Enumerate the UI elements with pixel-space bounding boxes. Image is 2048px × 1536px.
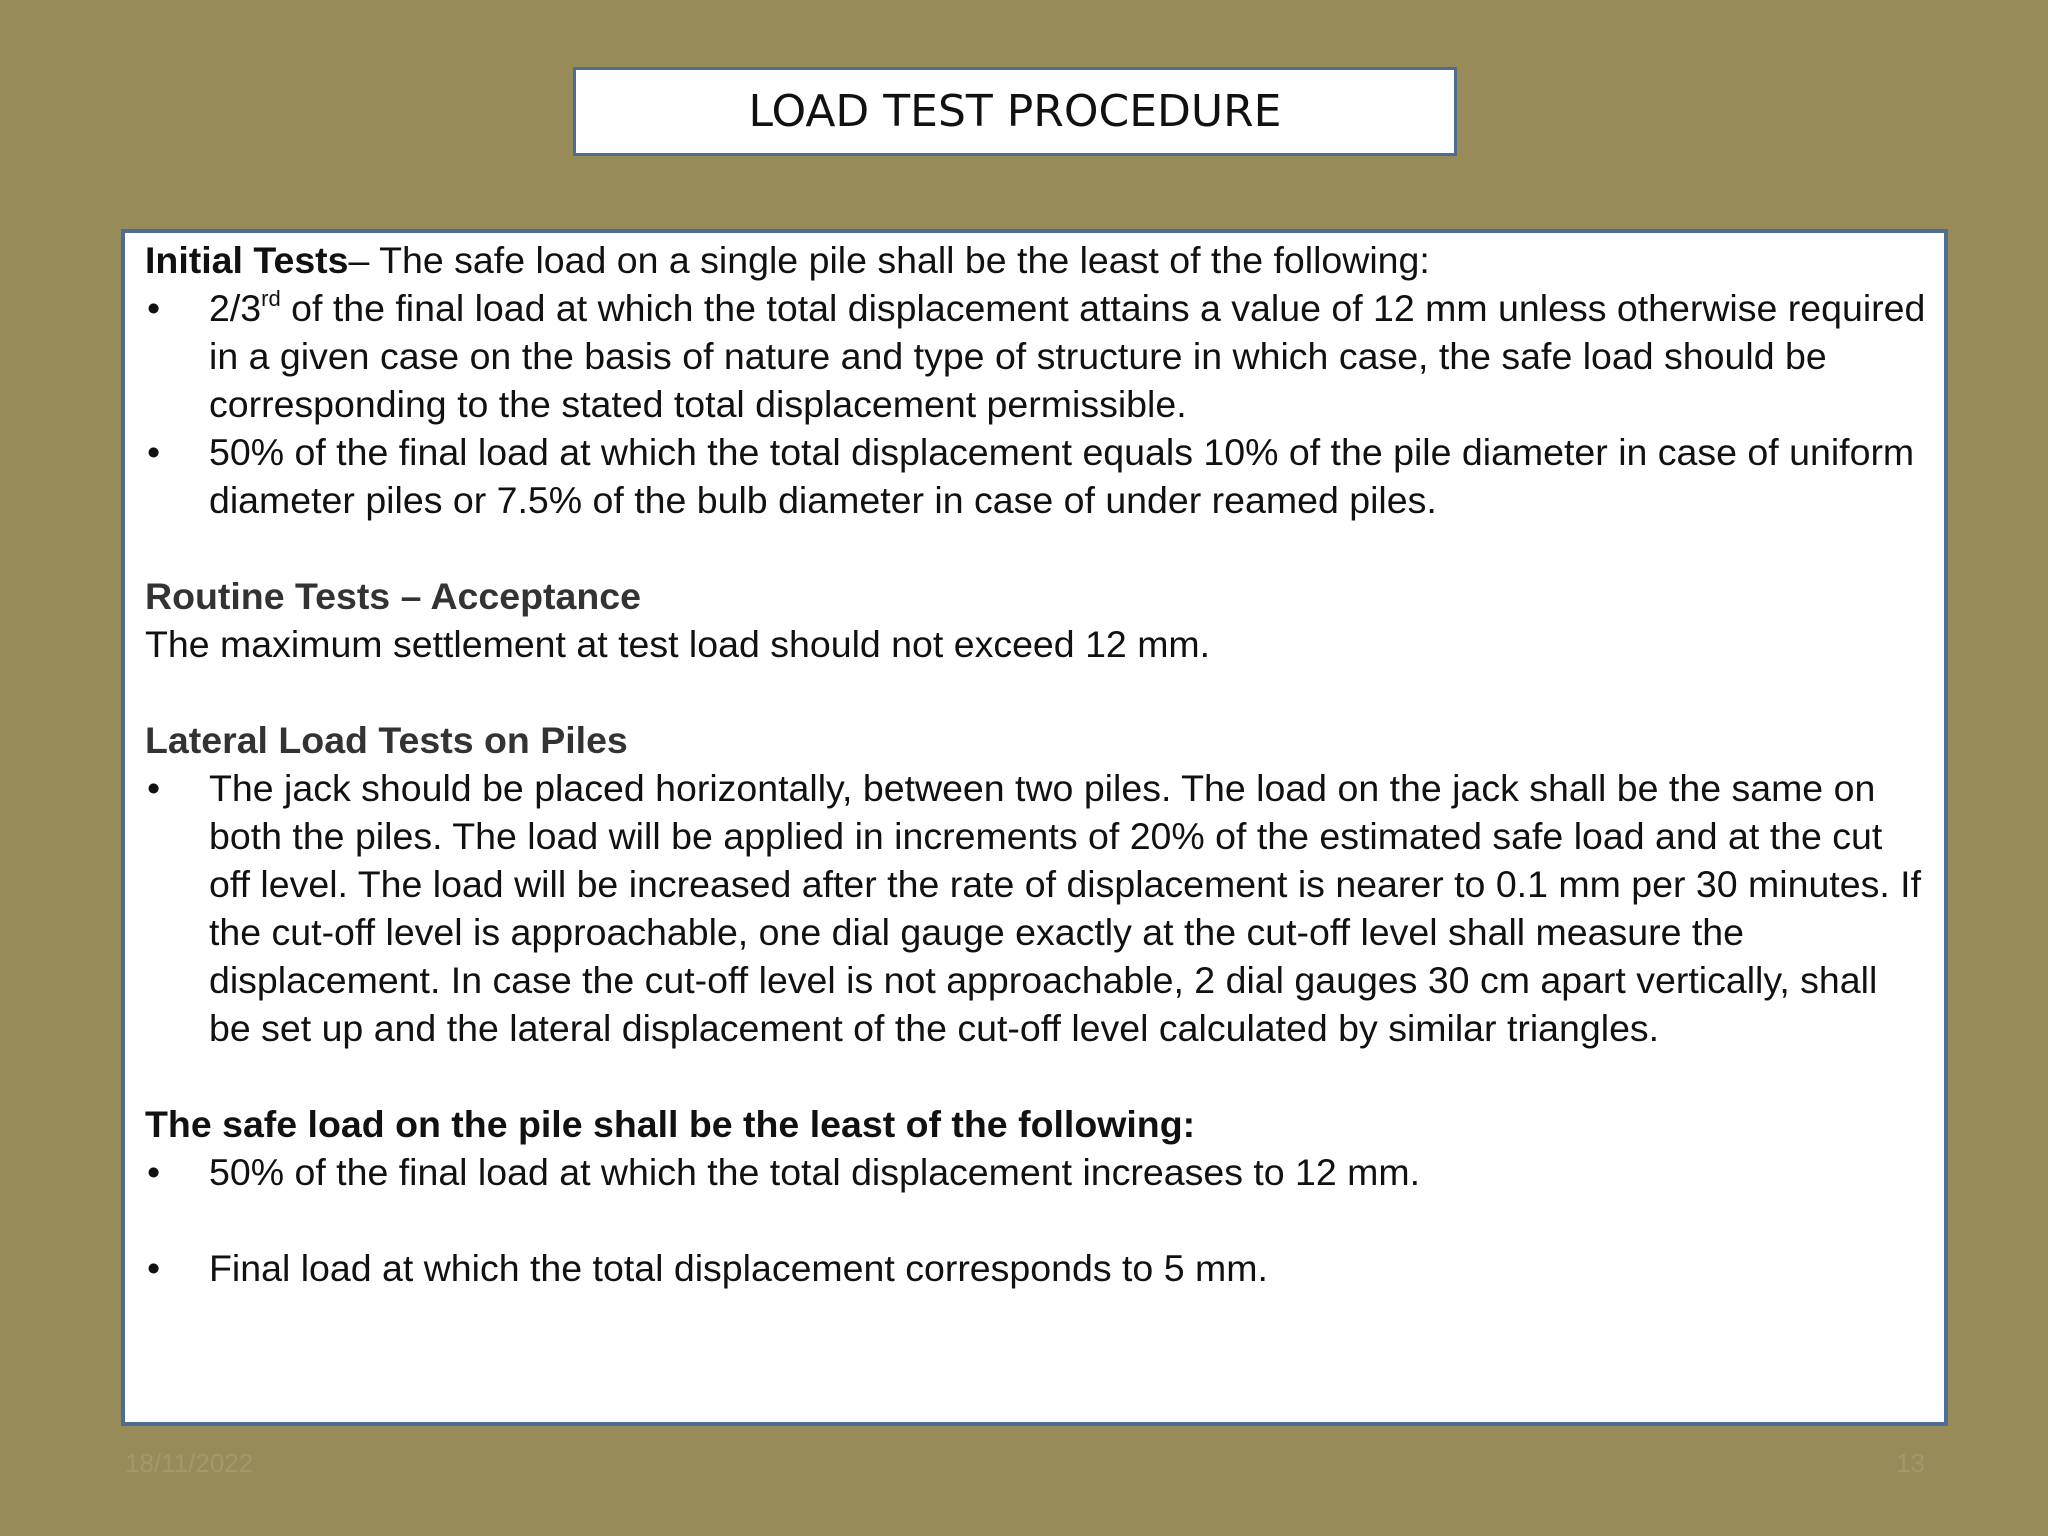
slide-title: LOAD TEST PROCEDURE: [748, 86, 1282, 137]
slide-title-box: [573, 67, 1457, 156]
list-item: [145, 1148, 1926, 1196]
list-item: [145, 284, 1926, 428]
lateral-tests-heading: Lateral Load Tests on Piles: [145, 719, 628, 761]
bullet-icon: •: [147, 767, 161, 809]
initial-tests-intro-text: – The safe load on a single pile shall be the least of the following:: [348, 239, 1430, 281]
list-item: [145, 1244, 1926, 1292]
page-number: 13: [1896, 1448, 1925, 1478]
bullet-icon: •: [147, 1151, 161, 1193]
bullet-icon: •: [147, 287, 161, 329]
routine-tests-heading: Routine Tests – Acceptance: [145, 575, 641, 617]
list-item-text: Final load at which the total displacement corresponds to 5 mm.: [209, 1247, 1268, 1289]
list-item-text: 50% of the final load at which the total displacement increases to 12 mm.: [209, 1151, 1421, 1193]
list-item: [145, 428, 1926, 524]
list-item-text: of the final load at which the total displacement attains a value of 12 mm unless otherwise required in a given case on the basis of nature and type of structure in which case, the safe load should be corresponding to the stated total displacement permissible.: [209, 287, 1926, 425]
bullet-icon: •: [147, 1247, 161, 1289]
superscript-text: rd: [261, 286, 281, 311]
safe-load-heading: The safe load on the pile shall be the least of the following:: [145, 1103, 1196, 1145]
list-item-text: 50% of the final load at which the total displacement equals 10% of the pile diameter in case of uniform diameter piles or 7.5% of the bulb diameter in case of under reamed piles.: [209, 431, 1915, 521]
footer-date: 18/11/2022: [125, 1448, 254, 1478]
list-item: [145, 764, 1926, 1052]
fraction-text: 2/3: [209, 287, 262, 329]
content-box: [121, 229, 1948, 1426]
list-item-text: The jack should be placed horizontally, between two piles. The load on the jack shall be the same on both the piles. The load will be applied in increments of 20% of the estimated safe load and at the cut off level. The load will be increased after the rate of displacement is nearer to 0.1 mm per 30 minutes. If the cut-off level is approachable, one dial gauge exactly at the cut-off level shall measure the displacement. In case the cut-off level is not approachable, 2 dial gauges 30 cm apart vertically, shall be set up and the lateral displacement of the cut-off level calculated by similar triangles.: [209, 767, 1921, 1049]
initial-tests-intro: [145, 236, 1926, 284]
bullet-icon: •: [147, 431, 161, 473]
routine-tests-text: The maximum settlement at test load should not exceed 12 mm.: [145, 623, 1211, 665]
initial-tests-heading: Initial Tests: [145, 239, 349, 281]
